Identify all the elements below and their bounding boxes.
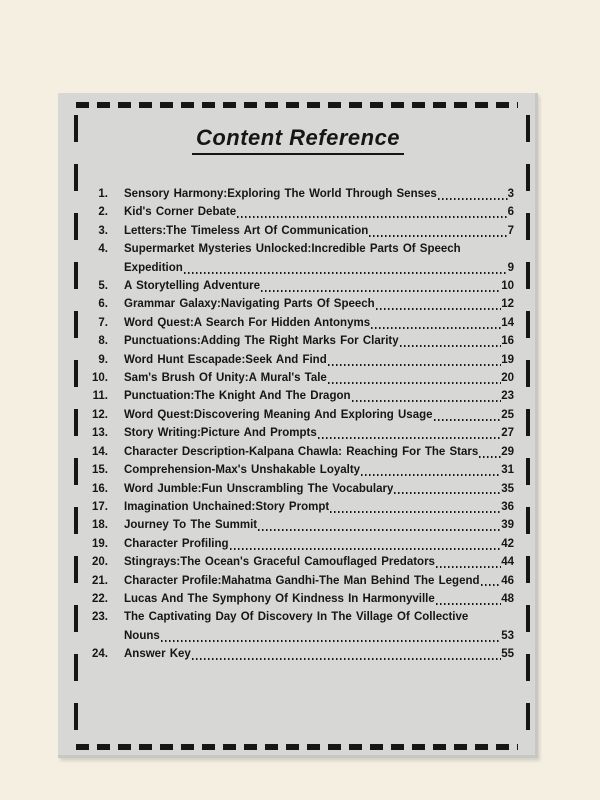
entry-title: Character Profile:Mahatma Gandhi-The Man Behind The Legend	[124, 574, 480, 587]
entry-body	[124, 351, 514, 369]
toc-entry	[82, 203, 514, 221]
entry-last-line	[124, 314, 514, 332]
dot-leader	[481, 584, 502, 586]
entry-page-number: 16	[501, 335, 514, 348]
toc-entry	[82, 185, 514, 203]
entry-last-line	[124, 222, 514, 240]
entry-title: Character Description-Kalpana Chawla: Reaching For The Stars	[124, 445, 479, 458]
entry-last-line	[124, 480, 514, 498]
entry-number: 10.	[92, 372, 108, 385]
dot-leader	[328, 382, 501, 384]
dot-leader	[192, 658, 501, 660]
entry-body	[124, 572, 514, 590]
entry-page-number: 14	[501, 316, 514, 329]
toc-entry	[82, 314, 514, 332]
toc-entry	[82, 590, 514, 608]
entry-page-number: 10	[501, 280, 514, 293]
entry-title-line: The Captivating Day Of Discovery In The Village Of Collective	[124, 611, 469, 624]
toc-entry	[82, 222, 514, 240]
entry-body	[124, 332, 514, 350]
entry-body	[124, 240, 514, 277]
entry-title: Word Quest:A Search For Hidden Antonyms	[124, 316, 371, 329]
entry-page-number: 44	[501, 556, 514, 569]
entry-body	[124, 608, 514, 645]
toc-entry	[82, 535, 514, 553]
entry-title: Word Quest:Discovering Meaning And Exploring Usage	[124, 408, 433, 421]
entry-last-line	[124, 332, 514, 350]
entry-number: 8.	[98, 335, 108, 348]
entry-number: 17.	[92, 500, 108, 513]
entry-body	[124, 498, 514, 516]
dot-leader	[376, 308, 501, 310]
entry-page-number: 20	[501, 372, 514, 385]
entry-last-line	[124, 185, 514, 203]
entry-page-number: 46	[501, 574, 514, 587]
dashed-border-left	[74, 115, 78, 738]
entry-number: 24.	[92, 648, 108, 661]
entry-body	[124, 480, 514, 498]
dot-leader	[161, 640, 501, 642]
entry-number: 22.	[92, 592, 108, 605]
entry-number: 6.	[98, 298, 108, 311]
entry-last-line	[124, 535, 514, 553]
toc-entry	[82, 516, 514, 534]
dashed-border-bottom	[76, 744, 518, 750]
entry-number: 9.	[98, 353, 108, 366]
entry-last-line	[124, 516, 514, 534]
dot-leader	[318, 437, 501, 439]
entry-body	[124, 369, 514, 387]
entry-page-number: 12	[501, 298, 514, 311]
dot-leader	[436, 566, 501, 568]
toc-entry	[82, 351, 514, 369]
entry-title: Nouns	[124, 629, 160, 642]
entry-page-number: 31	[501, 464, 514, 477]
entry-last-line	[124, 645, 514, 663]
entry-number: 5.	[98, 280, 108, 293]
entry-body	[124, 185, 514, 203]
entry-last-line	[124, 369, 514, 387]
entry-body	[124, 516, 514, 534]
dot-leader	[438, 198, 508, 200]
entry-body	[124, 590, 514, 608]
entry-page-number: 36	[501, 500, 514, 513]
entry-last-line	[124, 295, 514, 313]
entry-title: Comprehension-Max's Unshakable Loyalty	[124, 464, 361, 477]
entry-page-number: 25	[501, 408, 514, 421]
dashed-border-right	[526, 115, 530, 738]
entry-number: 18.	[92, 519, 108, 532]
dot-leader	[237, 216, 508, 218]
toc-entry	[82, 277, 514, 295]
toc-entry	[82, 498, 514, 516]
entry-body	[124, 387, 514, 405]
entry-number: 1.	[98, 188, 108, 200]
entry-title: Sam's Brush Of Unity:A Mural's Tale	[124, 372, 327, 385]
toc-entry	[82, 295, 514, 313]
entry-last-line	[124, 259, 514, 277]
toc-entry	[82, 443, 514, 461]
dot-leader	[328, 364, 501, 366]
toc-list	[58, 185, 538, 664]
entry-number: 21.	[92, 574, 108, 587]
page-title: Content Reference	[192, 125, 404, 155]
dot-leader	[261, 290, 501, 292]
dot-leader	[479, 456, 501, 458]
entry-body	[124, 203, 514, 221]
entry-title: Word Jumble:Fun Unscrambling The Vocabulary	[124, 482, 394, 495]
entry-title: A Storytelling Adventure	[124, 280, 260, 293]
toc-entry	[82, 572, 514, 590]
entry-body	[124, 424, 514, 442]
title-row	[58, 125, 538, 155]
entry-page-number: 39	[501, 519, 514, 532]
toc-entry	[82, 406, 514, 424]
toc-entry	[82, 387, 514, 405]
entry-last-line	[124, 572, 514, 590]
toc-entry	[82, 480, 514, 498]
entry-number: 12.	[92, 408, 108, 421]
dot-leader	[258, 529, 501, 531]
entry-body	[124, 645, 514, 663]
entry-number: 4.	[98, 243, 108, 256]
entry-number: 14.	[92, 445, 108, 458]
entry-body	[124, 443, 514, 461]
entry-body	[124, 277, 514, 295]
entry-page-number: 6	[507, 206, 514, 219]
entry-body	[124, 553, 514, 571]
dot-leader	[352, 400, 502, 402]
entry-title: Punctuations:Adding The Right Marks For Clarity	[124, 335, 399, 348]
toc-entry	[82, 424, 514, 442]
entry-number: 3.	[98, 224, 108, 237]
entry-last-line	[124, 387, 514, 405]
entry-last-line	[124, 627, 514, 645]
dot-leader	[369, 235, 507, 237]
entry-title: Lucas And The Symphony Of Kindness In Harmonyville	[124, 592, 435, 605]
entry-last-line	[124, 203, 514, 221]
dot-leader	[230, 548, 502, 550]
entry-title: Kid's Corner Debate	[124, 206, 237, 219]
entry-last-line	[124, 277, 514, 295]
dot-leader	[371, 327, 501, 329]
entry-page-number: 42	[501, 537, 514, 550]
entry-page-number: 3	[507, 188, 514, 200]
entry-title: Imagination Unchained:Story Prompt	[124, 500, 330, 513]
entry-title: Stingrays:The Ocean's Graceful Camouflaged Predators	[124, 556, 435, 569]
dashed-border-top	[76, 102, 518, 108]
toc-entry	[82, 608, 514, 645]
entry-title-line: Supermarket Mysteries Unlocked:Incredible Parts Of Speech	[124, 243, 461, 256]
entry-title: Expedition	[124, 261, 183, 274]
toc-entry	[82, 240, 514, 277]
toc-entry	[82, 461, 514, 479]
entry-last-line	[124, 590, 514, 608]
entry-page-number: 48	[501, 592, 514, 605]
entry-title: Punctuation:The Knight And The Dragon	[124, 390, 351, 403]
dot-leader	[330, 511, 501, 513]
entry-last-line	[124, 424, 514, 442]
entry-title: Journey To The Summit	[124, 519, 258, 532]
entry-number: 15.	[92, 464, 108, 477]
entry-last-line	[124, 498, 514, 516]
entry-page-number: 19	[501, 353, 514, 366]
entry-title: Story Writing:Picture And Prompts	[124, 427, 317, 440]
toc-entry	[82, 553, 514, 571]
toc-page	[58, 93, 538, 758]
dot-leader	[361, 474, 501, 476]
toc-entry	[82, 332, 514, 350]
entry-page-number: 29	[501, 445, 514, 458]
entry-body	[124, 461, 514, 479]
entry-last-line	[124, 406, 514, 424]
entry-last-line	[124, 351, 514, 369]
entry-page-number: 9	[507, 261, 514, 274]
entry-last-line	[124, 553, 514, 571]
entry-number: 7.	[98, 316, 108, 329]
entry-title: Answer Key	[124, 648, 191, 661]
entry-title: Sensory Harmony:Exploring The World Through Senses	[124, 188, 437, 200]
dot-leader	[436, 603, 501, 605]
dot-leader	[400, 345, 502, 347]
entry-title: Word Hunt Escapade:Seek And Find	[124, 353, 327, 366]
entry-number: 13.	[92, 427, 108, 440]
entry-body	[124, 295, 514, 313]
entry-body	[124, 535, 514, 553]
entry-last-line	[124, 443, 514, 461]
entry-body	[124, 406, 514, 424]
entry-page-number: 35	[501, 482, 514, 495]
entry-number: 23.	[92, 611, 108, 624]
entry-body	[124, 222, 514, 240]
entry-page-number: 55	[501, 648, 514, 661]
entry-title: Character Profiling	[124, 537, 229, 550]
dot-leader	[184, 272, 508, 274]
entry-number: 20.	[92, 556, 108, 569]
dot-leader	[434, 419, 502, 421]
entry-number: 16.	[92, 482, 108, 495]
entry-title: Letters:The Timeless Art Of Communication	[124, 224, 369, 237]
entry-page-number: 27	[501, 427, 514, 440]
entry-number: 2.	[98, 206, 108, 219]
entry-last-line	[124, 461, 514, 479]
toc-entry	[82, 369, 514, 387]
entry-page-number: 23	[501, 390, 514, 403]
entry-page-number: 7	[507, 224, 514, 237]
entry-title: Grammar Galaxy:Navigating Parts Of Speech	[124, 298, 375, 311]
toc-entry	[82, 645, 514, 663]
entry-number: 11.	[92, 390, 108, 403]
entry-body	[124, 314, 514, 332]
dot-leader	[394, 492, 501, 494]
entry-page-number: 53	[501, 629, 514, 642]
entry-number: 19.	[92, 537, 108, 550]
